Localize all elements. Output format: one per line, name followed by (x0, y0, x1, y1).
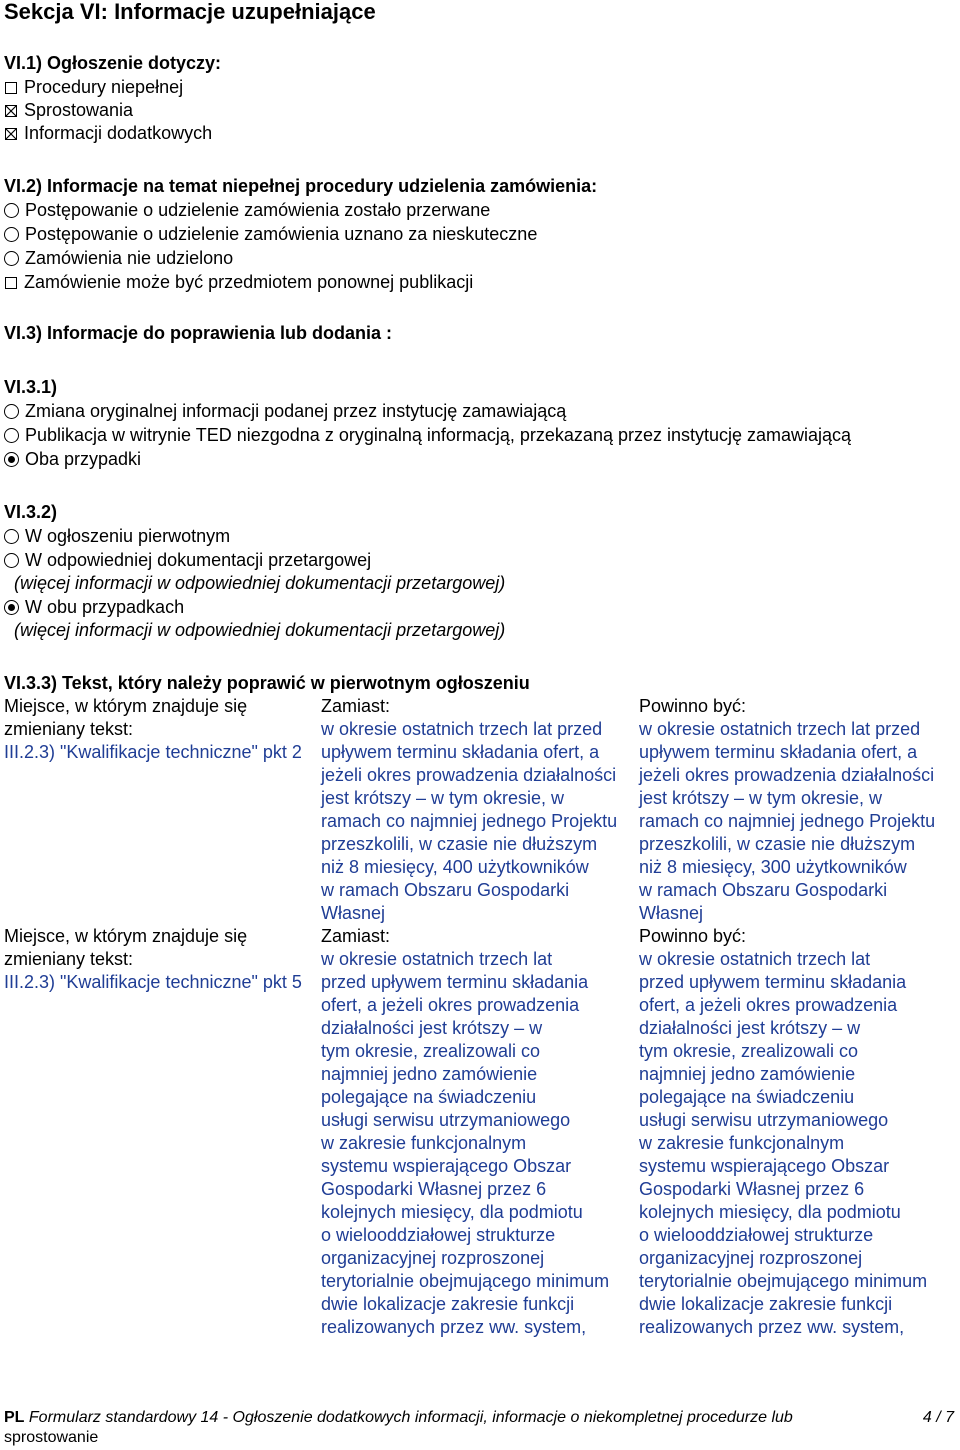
text-line: Gospodarki Własnej przez 6 (321, 1179, 547, 1199)
option-label: Zmiana oryginalnej informacji podanej przez instytucję zamawiającą (25, 401, 567, 421)
text-line: tym okresie, zrealizowali co (639, 1041, 859, 1061)
should-text (639, 718, 935, 925)
text-line: ofert, a jeżeli okres prowadzenia (639, 995, 898, 1015)
footer-page-number: 4 / 7 (922, 1409, 954, 1426)
radio-selected-icon (4, 600, 19, 615)
checkbox-unchecked-icon (5, 82, 17, 94)
should-label: Powinno być: (639, 696, 747, 716)
vi2-radio-nie-udzielono[interactable] (4, 247, 233, 270)
should-label: Powinno być: (639, 926, 747, 946)
should-text (639, 948, 927, 1339)
text-line: organizacyjnej rozproszonej (639, 1248, 863, 1268)
checkbox-checked-icon (5, 128, 17, 140)
option-label: W obu przypadkach (25, 597, 185, 617)
text-line: realizowanych przez ww. system, (639, 1317, 905, 1337)
text-line: działalności jest krótszy – w (321, 1018, 543, 1038)
text-line: Własnej (321, 903, 386, 923)
option-label: Procedury niepełnej (24, 77, 184, 97)
text-line: upływem terminu składania ofert, a (321, 742, 600, 762)
text-line: kolejnych miesięcy, dla podmiotu (321, 1202, 583, 1222)
text-line: kolejnych miesięcy, dla podmiotu (639, 1202, 901, 1222)
text-line: w ramach Obszaru Gospodarki (321, 880, 570, 900)
place-label: Miejsce, w którym znajduje się (4, 696, 248, 716)
radio-empty-icon (4, 251, 19, 266)
text-line: terytorialnie obejmującego minimum (639, 1271, 928, 1291)
option-label: Zamówienie może być przedmiotem ponownej publikacji (24, 272, 474, 292)
vi31-radio-zmiana[interactable] (4, 400, 566, 423)
vi3-heading: VI.3) Informacje do poprawienia lub dodania : (4, 323, 393, 343)
vi1-option-sprostowania[interactable] (4, 99, 133, 122)
vi1-option-procedury[interactable] (4, 76, 183, 99)
vi32-note: (więcej informacji w odpowiedniej dokumentacji przetargowej) (14, 573, 506, 593)
vi31-radio-oba[interactable] (4, 448, 141, 471)
instead-label: Zamiast: (321, 926, 391, 946)
instead-text (321, 948, 609, 1339)
text-line: polegające na świadczeniu (321, 1087, 537, 1107)
entry-1-instead (321, 695, 617, 925)
text-line: usługi serwisu utrzymaniowego (321, 1110, 571, 1130)
text-line: terytorialnie obejmującego minimum (321, 1271, 610, 1291)
vi2-radio-nieskuteczne[interactable] (4, 223, 537, 246)
vi1-option-informacji[interactable] (4, 122, 212, 145)
text-line: w zakresie funkcjonalnym (639, 1133, 845, 1153)
place-value: III.2.3) "Kwalifikacje techniczne" pkt 2 (4, 742, 302, 762)
text-line: Własnej (639, 903, 704, 923)
text-line: jeżeli okres prowadzenia działalności (321, 765, 617, 785)
entry-2-instead (321, 925, 609, 1339)
place-value: III.2.3) "Kwalifikacje techniczne" pkt 5 (4, 972, 302, 992)
option-label: Zamówienia nie udzielono (25, 248, 234, 268)
text-line: upływem terminu składania ofert, a (639, 742, 918, 762)
footer-lang: PL (4, 1409, 25, 1426)
vi2-radio-przerwane[interactable] (4, 199, 490, 222)
text-line: o wielooddziałowej strukturze (321, 1225, 556, 1245)
vi1-heading: VI.1) Ogłoszenie dotyczy: (4, 53, 222, 73)
text-line: w zakresie funkcjonalnym (321, 1133, 527, 1153)
page-footer (4, 1408, 954, 1448)
radio-selected-icon (4, 452, 19, 467)
text-line: przeszkolili, w czasie nie dłuższym (639, 834, 916, 854)
entry-2-place (4, 925, 302, 994)
text-line: organizacyjnej rozproszonej (321, 1248, 545, 1268)
entry-1-should (639, 695, 935, 925)
vi32-note: (więcej informacji w odpowiedniej dokumentacji przetargowej) (14, 620, 506, 640)
option-label: W odpowiedniej dokumentacji przetargowej (25, 550, 372, 570)
text-line: dwie lokalizacje zakresie funkcji (639, 1294, 893, 1314)
text-line: realizowanych przez ww. system, (321, 1317, 587, 1337)
text-line: w ramach Obszaru Gospodarki (639, 880, 888, 900)
text-line: jest krótszy – w tym okresie, w (639, 788, 883, 808)
text-line: przeszkolili, w czasie nie dłuższym (321, 834, 598, 854)
instead-label: Zamiast: (321, 696, 391, 716)
text-line: ofert, a jeżeli okres prowadzenia (321, 995, 580, 1015)
vi2-heading: VI.2) Informacje na temat niepełnej procedury udzielenia zamówienia: (4, 176, 598, 196)
radio-empty-icon (4, 227, 19, 242)
option-label: Oba przypadki (25, 449, 142, 469)
instead-text (321, 718, 617, 925)
text-line: przed upływem terminu składania (639, 972, 907, 992)
vi33-heading: VI.3.3) Tekst, który należy poprawić w pierwotnym ogłoszeniu (4, 673, 530, 693)
radio-empty-icon (4, 203, 19, 218)
text-line: działalności jest krótszy – w (639, 1018, 861, 1038)
radio-empty-icon (4, 404, 19, 419)
option-label: Sprostowania (24, 100, 134, 120)
footer-form-title: Formularz standardowy 14 - Ogłoszenie dodatkowych informacji, informacje o niekompletnej procedurze lub (28, 1409, 793, 1426)
text-line: ramach co najmniej jednego Projektu (639, 811, 936, 831)
text-line: polegające na świadczeniu (639, 1087, 855, 1107)
text-line: przed upływem terminu składania (321, 972, 589, 992)
radio-empty-icon (4, 553, 19, 568)
text-line: niż 8 miesięcy, 300 użytkowników (639, 857, 907, 877)
text-line: systemu wspierającego Obszar (639, 1156, 890, 1176)
entry-1-place (4, 695, 302, 764)
text-line: ramach co najmniej jednego Projektu (321, 811, 618, 831)
vi32-radio-pierwotne[interactable] (4, 525, 230, 548)
text-line: najmniej jedno zamówienie (321, 1064, 538, 1084)
entry-2-should (639, 925, 927, 1339)
option-label: Publikacja w witrynie TED niezgodna z oryginalną informacją, przekazaną przez instytucję zamawiającą (25, 425, 852, 445)
text-line: w okresie ostatnich trzech lat przed (321, 719, 603, 739)
vi31-radio-ted[interactable] (4, 424, 851, 447)
footer-form-title-cont: sprostowanie (4, 1429, 99, 1446)
text-line: w okresie ostatnich trzech lat (639, 949, 871, 969)
place-label: Miejsce, w którym znajduje się (4, 926, 248, 946)
text-line: jeżeli okres prowadzenia działalności (639, 765, 935, 785)
text-line: systemu wspierającego Obszar (321, 1156, 572, 1176)
checkbox-unchecked-icon (5, 277, 17, 289)
vi32-heading: VI.3.2) (4, 502, 58, 522)
option-label: Informacji dodatkowych (24, 123, 213, 143)
vi32-radio-oba[interactable] (4, 596, 184, 619)
vi31-heading: VI.3.1) (4, 377, 58, 397)
option-label: Postępowanie o udzielenie zamówienia uznano za nieskuteczne (25, 224, 538, 244)
radio-empty-icon (4, 529, 19, 544)
section-title: Sekcja VI: Informacje uzupełniające (4, 0, 376, 24)
text-line: dwie lokalizacje zakresie funkcji (321, 1294, 575, 1314)
checkbox-checked-icon (5, 105, 17, 117)
option-label: Postępowanie o udzielenie zamówienia zostało przerwane (25, 200, 491, 220)
text-line: tym okresie, zrealizowali co (321, 1041, 541, 1061)
text-line: w okresie ostatnich trzech lat przed (639, 719, 921, 739)
vi2-checkbox-ponownej-publikacji[interactable] (4, 271, 473, 294)
text-line: niż 8 miesięcy, 400 użytkowników (321, 857, 589, 877)
text-line: usługi serwisu utrzymaniowego (639, 1110, 889, 1130)
vi32-radio-dokumentacja[interactable] (4, 549, 371, 572)
text-line: o wielooddziałowej strukturze (639, 1225, 874, 1245)
option-label: W ogłoszeniu pierwotnym (25, 526, 231, 546)
radio-empty-icon (4, 428, 19, 443)
place-label: zmieniany tekst: (4, 949, 134, 969)
text-line: jest krótszy – w tym okresie, w (321, 788, 565, 808)
place-label: zmieniany tekst: (4, 719, 134, 739)
text-line: Gospodarki Własnej przez 6 (639, 1179, 865, 1199)
text-line: w okresie ostatnich trzech lat (321, 949, 553, 969)
text-line: najmniej jedno zamówienie (639, 1064, 856, 1084)
